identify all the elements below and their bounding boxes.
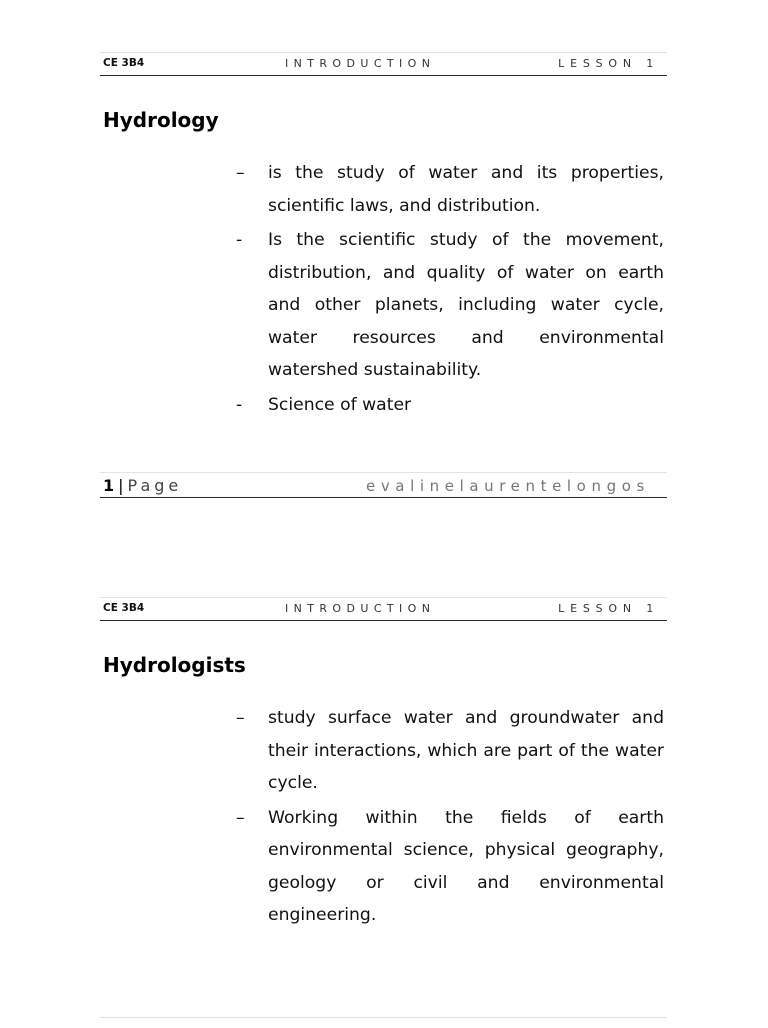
list-item-text: Working within the fields of earth environmental science, physical geography, geology or civil and environmental engineering.	[268, 807, 664, 925]
list-item-text: Is the scientific study of the movement, distribution, and quality of water on earth and other planets, including water cycle, water resources and environmental watershed sustainability.	[268, 230, 664, 380]
list-marker: –	[236, 163, 245, 183]
page-title: Hydrologists	[103, 653, 246, 677]
list-item	[232, 224, 664, 387]
lesson-label: LESSON 1	[558, 602, 659, 615]
page-footer-partial	[100, 1017, 667, 1028]
section-title: INTRODUCTION	[285, 57, 436, 70]
list-item-text: study surface water and groundwater and their interactions, which are part of the water cycle.	[268, 708, 664, 793]
page-number-group	[103, 476, 182, 495]
page-number: 1	[103, 476, 115, 495]
page-header	[100, 52, 667, 76]
page-word: Page	[127, 476, 183, 495]
definition-list	[232, 157, 664, 423]
list-item	[232, 389, 664, 422]
list-item	[232, 157, 664, 222]
author-name: evalinelaurentelongos	[366, 477, 650, 495]
course-code: CE 3B4	[103, 602, 145, 614]
list-item	[232, 802, 664, 932]
section-title: INTRODUCTION	[285, 602, 436, 615]
lesson-label: LESSON 1	[558, 57, 659, 70]
list-marker: -	[236, 230, 243, 250]
course-code: CE 3B4	[103, 57, 145, 69]
list-marker: –	[236, 708, 245, 728]
document-page-2	[0, 545, 768, 1024]
page-separator: |	[118, 476, 124, 495]
list-item-text: is the study of water and its properties, scientific laws, and distribution.	[268, 163, 664, 216]
page-header	[100, 597, 667, 621]
list-marker: –	[236, 807, 245, 828]
list-item-text: Science of water	[268, 394, 412, 415]
list-item	[232, 702, 664, 800]
definition-list	[232, 702, 664, 934]
page-footer	[100, 472, 667, 498]
list-marker: -	[236, 394, 243, 415]
page-title: Hydrology	[103, 108, 219, 132]
